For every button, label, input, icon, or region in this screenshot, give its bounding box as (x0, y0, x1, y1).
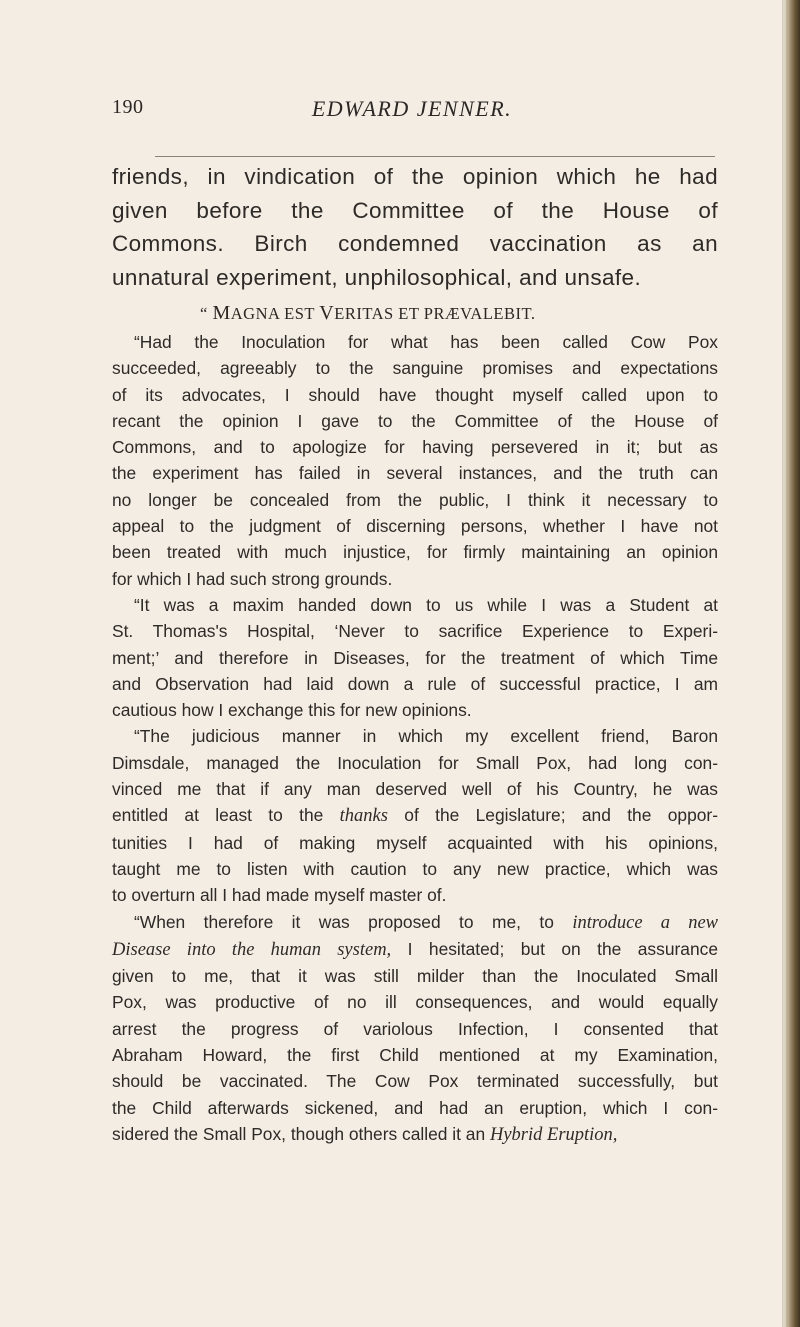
text-line: “It was a maxim handed down to us while I was a Student at (134, 594, 718, 615)
quote-paragraph-4 (112, 909, 718, 1149)
text-line: taught me to listen with caution to any new practice, which was (112, 858, 718, 879)
page-number: 190 (112, 96, 144, 118)
text-line: recant the opinion I gave to the Committee of the House of (112, 410, 718, 431)
quote-paragraph-2 (112, 592, 718, 723)
running-head: EDWARD JENNER. (311, 96, 513, 121)
page-edge-highlight (783, 0, 786, 1327)
text-run: entitled at least to the (112, 805, 340, 826)
motto-open-quote: “ (200, 304, 208, 323)
page-body (112, 160, 718, 1148)
text-line: St. Thomas's Hospital, ‘Never to sacrifice Experience to Experi- (112, 621, 718, 642)
text-line: Commons. Birch condemned vaccination as an (112, 231, 718, 256)
text-line: “Had the Inoculation for what has been called Cow Pox (134, 332, 718, 352)
text-line: succeeded, agreeably to the sanguine promises and expectations (112, 358, 718, 379)
italic-run: introduce a new (572, 912, 718, 933)
page-header (112, 96, 712, 136)
text-line (112, 909, 718, 936)
text-line: Dimsdale, managed the Inoculation for Small Pox, had long con- (112, 752, 718, 773)
italic-run: Hybrid Eruption, (489, 1124, 618, 1145)
quote-paragraph-3 (112, 723, 718, 908)
text-line: given to me, that it was still milder than the Inoculated Small (112, 966, 718, 987)
text-line: vinced me that if any man deserved well of his Country, he was (112, 779, 718, 800)
italic-run: thanks (339, 806, 388, 827)
motto-text: ERITAS ET PRÆVALEBIT. (334, 304, 536, 323)
text-run: sidered the Small Pox, though others called it an (112, 1123, 490, 1144)
motto-cap: M (212, 302, 231, 324)
text-line: no longer be concealed from the public, I think it necessary to (112, 489, 718, 510)
text-line: “The judicious manner in which my excellent friend, Baron (134, 726, 718, 747)
text-line: ment;’ and therefore in Diseases, for the treatment of which Time (112, 647, 718, 668)
latin-motto (112, 300, 718, 327)
italic-run: Disease into the human system, (112, 939, 392, 960)
text-line: and Observation had laid down a rule of successful practice, I am (112, 673, 718, 694)
quote-paragraph-1 (112, 329, 718, 592)
text-run: I hesitated; but on the assurance (391, 938, 718, 959)
text-line: to overturn all I had made myself master of. (112, 885, 447, 906)
text-line: been treated with much injustice, for firmly maintaining an opinion (112, 542, 718, 563)
text-line: the experiment has failed in several instances, and the truth can (112, 463, 718, 484)
text-line: Pox, was productive of no ill consequences, and would equally (112, 992, 718, 1013)
text-run: “When therefore it was proposed to me, to (134, 911, 573, 932)
motto-cap: V (319, 302, 335, 324)
text-line: Commons, and to apologize for having persevered in it; but as (112, 437, 718, 458)
header-rule (155, 156, 715, 157)
text-line: friends, in vindication of the opinion which he had (112, 164, 718, 189)
text-run: of the Legislature; and the oppor- (387, 805, 718, 826)
lead-paragraph (112, 160, 718, 294)
text-line (112, 1121, 718, 1148)
text-line: Abraham Howard, the first Child mentioned at my Examination, (112, 1045, 718, 1066)
text-line: should be vaccinated. The Cow Pox terminated successfully, but (112, 1071, 718, 1092)
text-line: unnatural experiment, unphilosophical, and unsafe. (112, 264, 642, 290)
text-line: appeal to the judgment of discerning persons, whether I have not (112, 516, 718, 537)
text-line (112, 936, 718, 963)
text-line: of its advocates, I should have thought myself called upon to (112, 384, 718, 405)
text-line: the Child afterwards sickened, and had an eruption, which I con- (112, 1097, 718, 1118)
text-line: tunities I had of making myself acquainted with his opinions, (112, 832, 718, 853)
text-line: cautious how I exchange this for new opinions. (112, 700, 472, 721)
text-line (112, 802, 718, 829)
text-line: for which I had such strong grounds. (112, 568, 393, 589)
text-line: arrest the progress of variolous Infection, I consented that (112, 1018, 718, 1039)
motto-text: AGNA EST (230, 304, 320, 323)
text-line: given before the Committee of the House of (112, 197, 718, 223)
